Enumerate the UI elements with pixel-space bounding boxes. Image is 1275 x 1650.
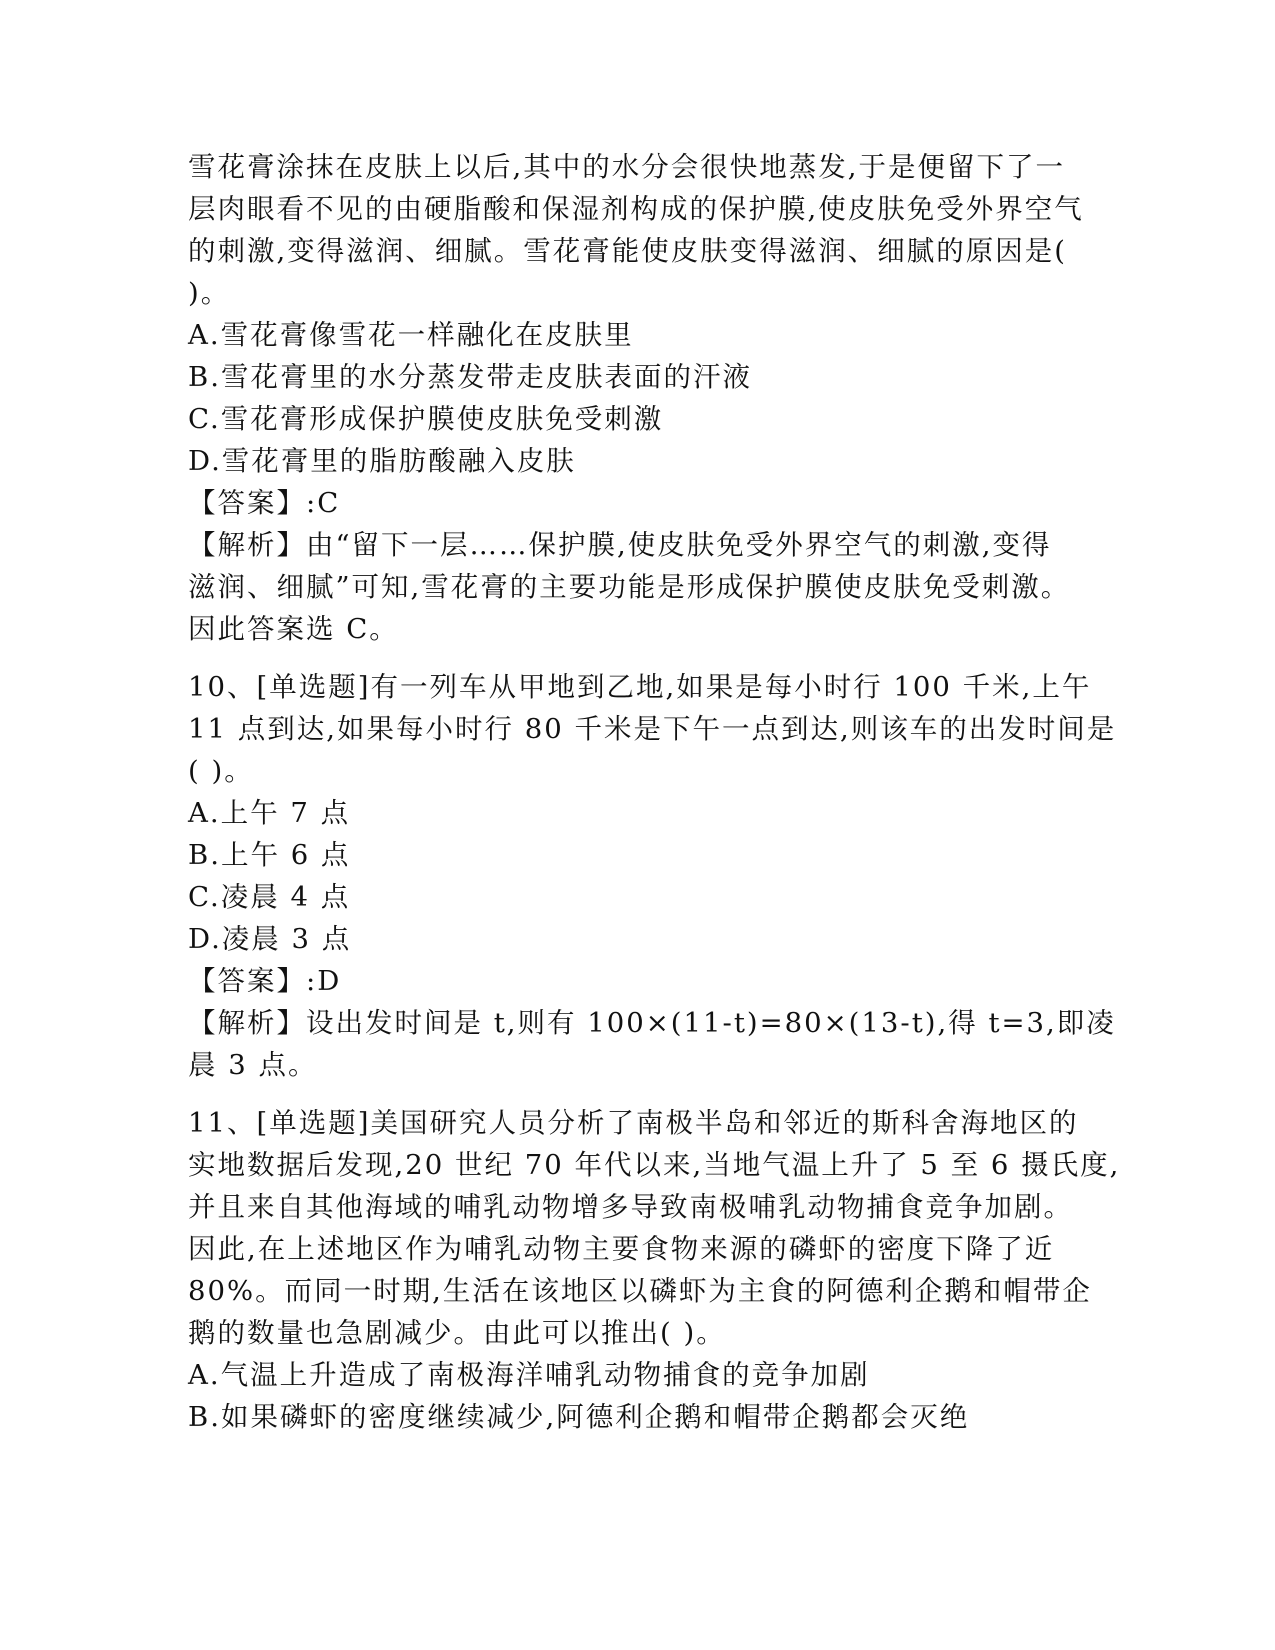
- analysis-line: 滋润、细腻”可知,雪花膏的主要功能是形成保护膜使皮肤免受刺激。: [188, 571, 1071, 603]
- spacer: [188, 1086, 1088, 1102]
- question-stem-line: ( )。: [188, 755, 254, 787]
- question-stem-line: 的刺激,变得滋润、细腻。雪花膏能使皮肤变得滋润、细腻的原因是(: [188, 235, 1067, 267]
- option-b: B.雪花膏里的水分蒸发带走皮肤表面的汗液: [188, 361, 752, 393]
- analysis-line: 因此答案选 C。: [188, 613, 399, 645]
- option-d: D.凌晨 3 点: [188, 923, 352, 955]
- option-b: B.如果磷虾的密度继续减少,阿德利企鹅和帽带企鹅都会灭绝: [188, 1401, 970, 1433]
- option-a: A.雪花膏像雪花一样融化在皮肤里: [188, 319, 634, 351]
- question-stem-line: 11、[单选题]美国研究人员分析了南极半岛和邻近的斯科舍海地区的: [188, 1107, 1079, 1139]
- question-stem-line: 鹅的数量也急剧减少。由此可以推出( )。: [188, 1317, 726, 1349]
- answer: 【答案】:C: [188, 487, 341, 519]
- question-stem-line: 并且来自其他海域的哺乳动物增多导致南极哺乳动物捕食竞争加剧。: [188, 1191, 1073, 1223]
- question-stem-line: 80%。而同一时期,生活在该地区以磷虾为主食的阿德利企鹅和帽带企: [188, 1275, 1092, 1307]
- answer: 【答案】:D: [188, 965, 342, 997]
- option-d: D.雪花膏里的脂肪酸融入皮肤: [188, 445, 576, 477]
- analysis-line: 晨 3 点。: [188, 1049, 318, 1081]
- spacer: [188, 650, 1088, 666]
- analysis-line: 【解析】由“留下一层……保护膜,使皮肤免受外界空气的刺激,变得: [188, 529, 1052, 561]
- question-stem-line: 11 点到达,如果每小时行 80 千米是下午一点到达,则该车的出发时间是: [188, 713, 1117, 745]
- question-stem-line: 实地数据后发现,20 世纪 70 年代以来,当地气温上升了 5 至 6 摄氏度,: [188, 1149, 1121, 1181]
- analysis-line: 【解析】设出发时间是 t,则有 100×(11-t)=80×(13-t),得 t=3,即凌: [188, 1007, 1116, 1039]
- option-a: A.气温上升造成了南极海洋哺乳动物捕食的竞争加剧: [188, 1359, 870, 1391]
- option-a: A.上午 7 点: [188, 797, 351, 829]
- question-11: [188, 1102, 1121, 1438]
- option-c: C.雪花膏形成保护膜使皮肤免受刺激: [188, 403, 664, 435]
- option-c: C.凌晨 4 点: [188, 881, 351, 913]
- question-stem-line: 10、[单选题]有一列车从甲地到乙地,如果是每小时行 100 千米,上午: [188, 671, 1092, 703]
- question-stem-line: 层肉眼看不见的由硬脂酸和保湿剂构成的保护膜,使皮肤免受外界空气: [188, 193, 1084, 225]
- option-b: B.上午 6 点: [188, 839, 351, 871]
- question-stem-line: 雪花膏涂抹在皮肤上以后,其中的水分会很快地蒸发,于是便留下了一: [188, 151, 1065, 183]
- page-content: [188, 146, 1121, 1438]
- question-9: [188, 146, 1088, 650]
- question-10: [188, 666, 1117, 1086]
- question-stem-line: 因此,在上述地区作为哺乳动物主要食物来源的磷虾的密度下降了近: [188, 1233, 1055, 1265]
- question-stem-line: )。: [188, 277, 231, 309]
